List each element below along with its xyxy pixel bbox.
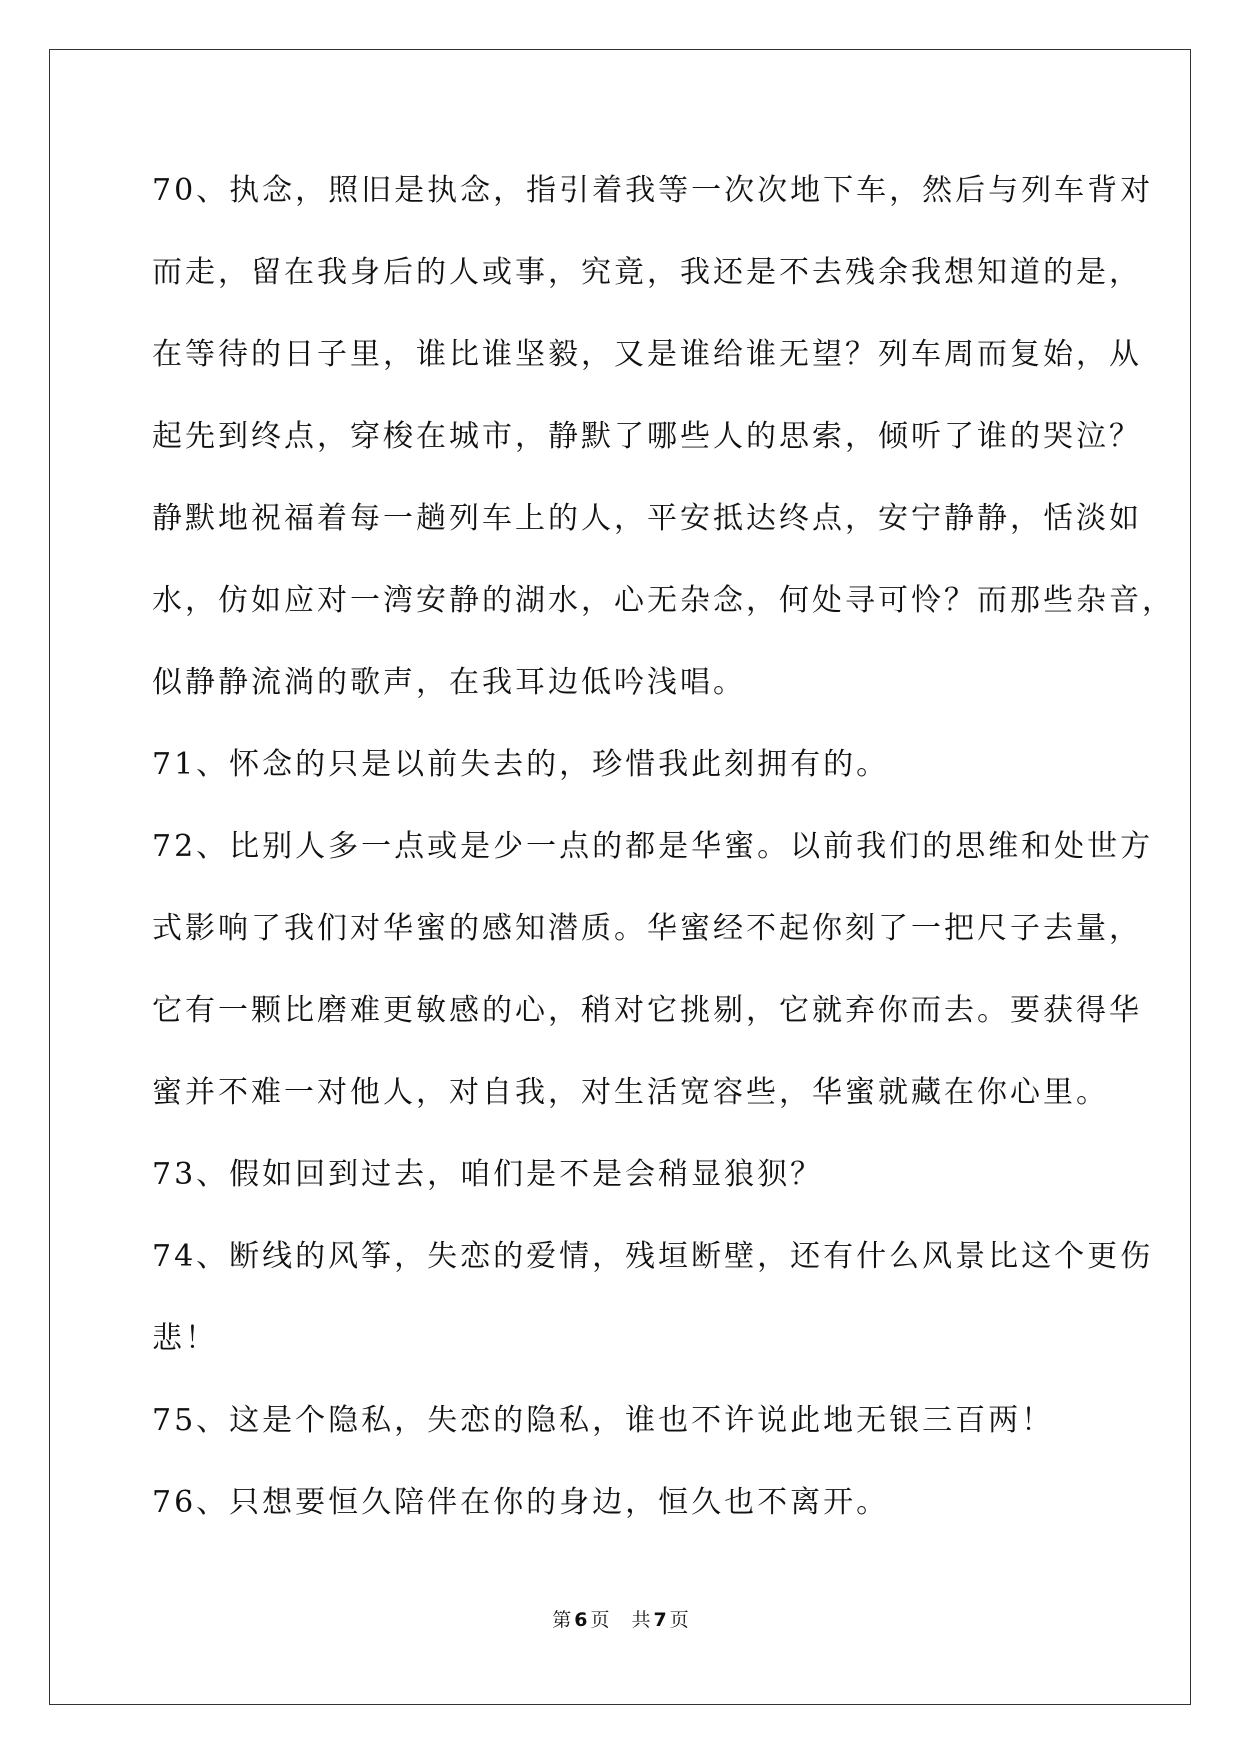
text-line: 静默地祝福着每一趟列车上的人，平安抵达终点，安宁静静，恬淡如 [152,501,1142,536]
current-page-number: 6 [574,1609,588,1631]
text-line: 72、比别人多一点或是少一点的都是华蜜。以前我们的思维和处世方 [152,829,1154,864]
total-page-number: 7 [653,1609,667,1631]
text-line: 悲！ [152,1321,218,1356]
page-prefix: 第 [552,1609,572,1631]
text-line: 71、怀念的只是以前失去的，珍惜我此刻拥有的。 [152,747,890,782]
text-line: 似静静流淌的歌声，在我耳边低吟浅唱。 [152,665,746,700]
text-line: 76、只想要恒久陪伴在你的身边，恒久也不离开。 [152,1485,890,1520]
text-line: 70、执念，照旧是执念，指引着我等一次次地下车，然后与列车背对 [152,173,1154,208]
text-line: 73、假如回到过去，咱们是不是会稍显狼狈？ [152,1157,824,1192]
document-body [152,150,1175,1544]
text-line: 蜜并不难一对他人，对自我，对生活宽容些，华蜜就藏在你心里。 [152,1075,1109,1110]
text-line: 75、这是个隐私，失恋的隐私，谁也不许说此地无银三百两！ [152,1403,1055,1438]
total-prefix: 共 [631,1609,651,1631]
total-suffix: 页 [669,1609,689,1631]
text-line: 而走，留在我身后的人或事，究竟，我还是不去残余我想知道的是， [152,255,1142,290]
text-line: 水，仿如应对一湾安静的湖水，心无杂念，何处寻可怜？而那些杂音， [152,583,1175,618]
page-suffix: 页 [590,1609,610,1631]
page-footer [0,1608,1241,1632]
text-line: 它有一颗比磨难更敏感的心，稍对它挑剔，它就弃你而去。要获得华 [152,993,1142,1028]
text-line: 在等待的日子里，谁比谁坚毅，又是谁给谁无望？列车周而复始，从 [152,337,1142,372]
text-line: 74、断线的风筝，失恋的爱情，残垣断壁，还有什么风景比这个更伤 [152,1239,1154,1274]
text-line: 式影响了我们对华蜜的感知潜质。华蜜经不起你刻了一把尺子去量， [152,911,1142,946]
text-line: 起先到终点，穿梭在城市，静默了哪些人的思索，倾听了谁的哭泣？ [152,419,1142,454]
